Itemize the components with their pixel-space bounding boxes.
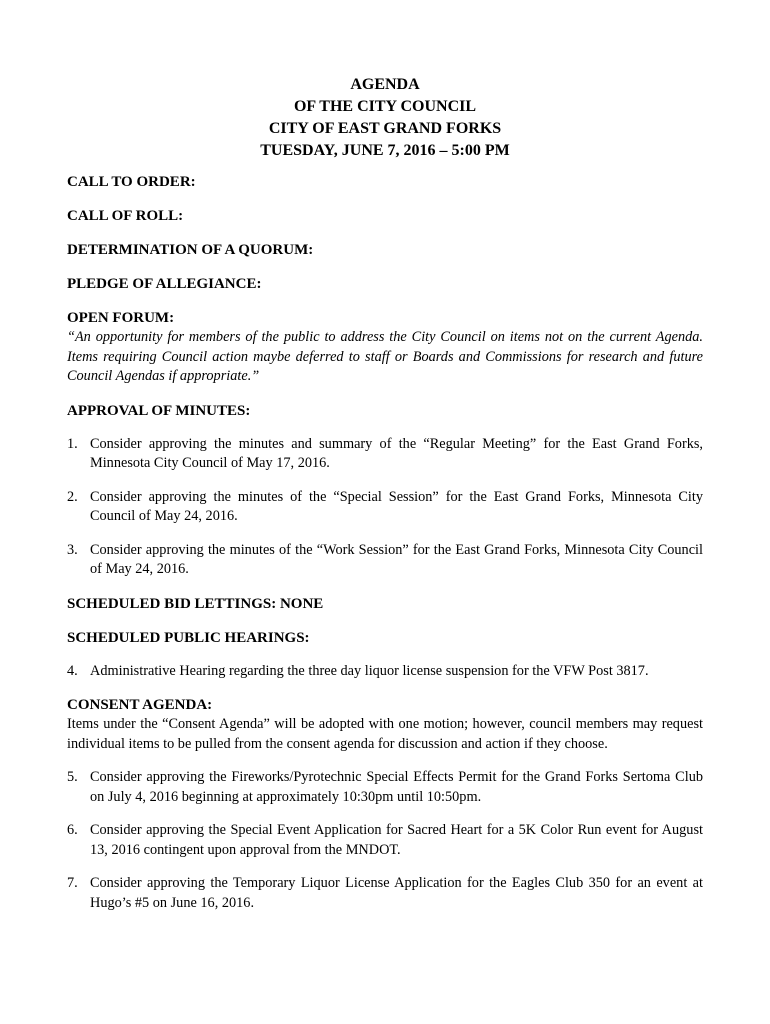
agenda-item-number: 5. — [67, 769, 78, 785]
heading-quorum: DETERMINATION OF A QUORUM: — [67, 242, 314, 258]
agenda-title — [67, 74, 703, 162]
agenda-item-text: Consider approving the minutes and summary of the “Regular Meeting” for the East Grand Forks, Minnesota City Council of May 17, 2016. — [90, 435, 703, 471]
agenda-item-3 — [67, 541, 703, 580]
agenda-item-7 — [67, 874, 703, 913]
title-line-council: OF THE CITY COUNCIL — [293, 98, 477, 115]
open-forum-text: “An opportunity for members of the public to address the City Council on items not on the current Agenda. Items requiring Council action maybe deferred to staff or Boards and Commissions for research and future Council Agendas if appropriate.” — [67, 329, 703, 384]
title-line-agenda: AGENDA — [350, 76, 420, 93]
agenda-item-number: 7. — [67, 875, 78, 891]
agenda-item-number: 2. — [67, 488, 78, 505]
heading-public-hearings: SCHEDULED PUBLIC HEARINGS: — [67, 629, 310, 646]
consent-agenda-text: Items under the “Consent Agenda” will be adopted with one motion; however, council members may request individual items to be pulled from the consent agenda for discussion and action if they choose. — [67, 716, 703, 752]
agenda-item-text: Consider approving the minutes of the “Work Session” for the East Grand Forks, Minnesota City Council of May 24, 2016. — [90, 541, 703, 577]
agenda-item-number: 3. — [67, 541, 78, 558]
heading-bid-lettings: SCHEDULED BID LETTINGS: NONE — [67, 595, 324, 612]
agenda-item-4 — [67, 662, 703, 682]
heading-pledge: PLEDGE OF ALLEGIANCE: — [67, 276, 262, 292]
agenda-item-6 — [67, 821, 703, 860]
agenda-item-5 — [67, 768, 703, 807]
title-line-date: TUESDAY, JUNE 7, 2016 – 5:00 PM — [260, 142, 510, 159]
agenda-item-text: Consider approving the minutes of the “Special Session” for the East Grand Forks, Minnesota City Council of May 24, 2016. — [90, 488, 703, 524]
agenda-item-text: Consider approving the Temporary Liquor License Application for the Eagles Club 350 for an event at Hugo’s #5 on June 16, 2016. — [90, 875, 703, 911]
heading-call-of-roll: CALL OF ROLL: — [67, 208, 184, 224]
agenda-item-number: 4. — [67, 662, 78, 679]
agenda-item-1 — [67, 435, 703, 474]
heading-consent-agenda: CONSENT AGENDA: — [67, 697, 213, 713]
agenda-item-2 — [67, 488, 703, 527]
heading-open-forum: OPEN FORUM: — [67, 310, 175, 326]
heading-call-to-order: CALL TO ORDER: — [67, 174, 196, 190]
title-line-city: CITY OF EAST GRAND FORKS — [268, 120, 502, 137]
agenda-item-number: 6. — [67, 822, 78, 838]
heading-approval-of-minutes: APPROVAL OF MINUTES: — [67, 402, 251, 419]
agenda-item-text: Consider approving the Fireworks/Pyrotechnic Special Effects Permit for the Grand Forks Sertoma Club on July 4, 2016 beginning at approximately 10:30pm until 10:50pm. — [90, 769, 703, 805]
agenda-item-text: Administrative Hearing regarding the three day liquor license suspension for the VFW Post 3817. — [90, 662, 649, 679]
agenda-document — [67, 74, 703, 913]
agenda-item-number: 1. — [67, 435, 78, 452]
agenda-item-text: Consider approving the Special Event Application for Sacred Heart for a 5K Color Run event for August 13, 2016 contingent upon approval from the MNDOT. — [90, 822, 703, 858]
